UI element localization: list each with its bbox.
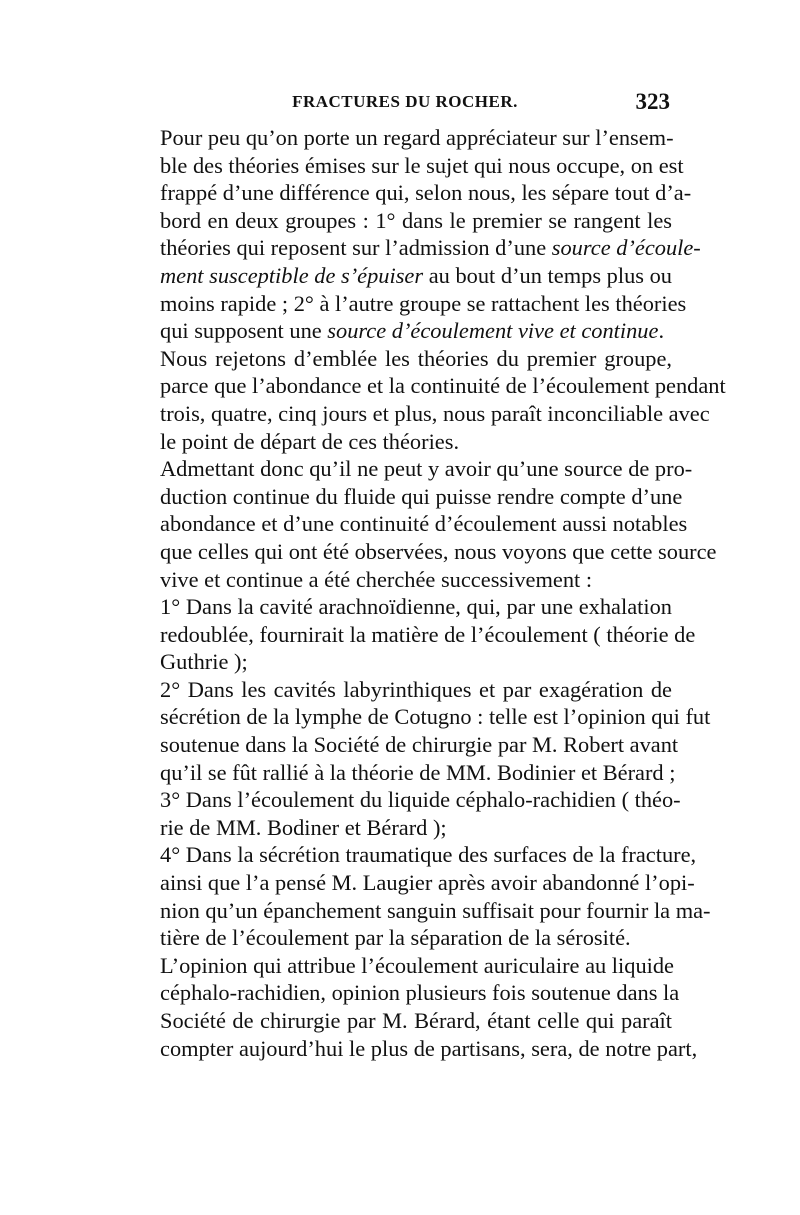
text-line: abondance et d’une continuité d’écoulement aussi notables [160, 511, 688, 537]
paragraph-8 [138, 952, 698, 1062]
text-line: bord en deux groupes : 1° dans le premier se rangent les [160, 207, 672, 233]
text-line: ment susceptible de s’épuiser au bout d’un temps plus ou [160, 262, 672, 288]
text-line: tière de l’écoulement par la séparation de la sérosité. [160, 925, 631, 951]
text-line: 1° Dans la cavité arachnoïdienne, qui, par une exhalation [160, 594, 672, 620]
text-line: L’opinion qui attribue l’écoulement auriculaire au liquide [160, 952, 674, 978]
text-line: que celles qui ont été observées, nous voyons que cette source [160, 538, 717, 564]
text-line: redoublée, fournirait la matière de l’écoulement ( théorie de [160, 621, 696, 647]
paragraph-7 [138, 841, 711, 951]
text-line: Pour peu qu’on porte un regard appréciateur sur l’ensem- [160, 125, 674, 150]
body-text [138, 124, 726, 1062]
text-line: rie de MM. Bodiner et Bérard ); [160, 814, 447, 840]
text-line: le point de départ de ces théories. [160, 428, 460, 454]
text-line: frappé d’une différence qui, selon nous, les sépare tout d’a- [160, 180, 692, 206]
text-line: ainsi que l’a pensé M. Laugier après avoir abandonné l’opi- [160, 870, 695, 896]
text-line: nion qu’un épanchement sanguin suffisait pour fournir la ma- [160, 897, 711, 923]
text-line: 2° Dans les cavités labyrinthiques et par exagération de [160, 676, 672, 702]
book-page [138, 89, 726, 1062]
paragraph-6 [138, 786, 681, 841]
text-line: parce que l’abondance et la continuité de l’écoulement pendant [160, 373, 726, 399]
page-number: 323 [635, 89, 670, 114]
text-line: vive et continue a été cherchée successivement : [160, 566, 593, 592]
text-line: qu’il se fût rallié à la théorie de MM. Bodinier et Bérard ; [160, 759, 676, 785]
text-line: Nous rejetons d’emblée les théories du premier groupe, [160, 345, 672, 371]
text-line: ble des théories émises sur le sujet qui nous occupe, on est [160, 152, 684, 178]
text-line: compter aujourd’hui le plus de partisans, sera, de notre part, [160, 1035, 698, 1061]
paragraph-5 [138, 676, 711, 786]
paragraph-2 [138, 345, 726, 455]
text-line: trois, quatre, cinq jours et plus, nous paraît inconciliable avec [160, 400, 710, 426]
text-line: Admettant donc qu’il ne peut y avoir qu’une source de pro- [160, 456, 693, 482]
text-line: qui supposent une source d’écoulement vive et continue. [160, 318, 665, 344]
paragraph-1 [138, 124, 701, 345]
text-line: duction continue du fluide qui puisse rendre compte d’une [160, 483, 683, 509]
text-line: Guthrie ); [160, 649, 248, 675]
paragraph-3 [138, 455, 717, 593]
paragraph-4 [138, 593, 696, 676]
text-line: Société de chirurgie par M. Bérard, étant celle qui paraît [160, 1008, 672, 1033]
text-line: céphalo-rachidien, opinion plusieurs fois soutenue dans la [160, 980, 680, 1006]
running-head [138, 89, 672, 124]
text-line: sécrétion de la lymphe de Cotugno : telle est l’opinion qui fut [160, 704, 711, 730]
running-title: FRACTURES DU ROCHER. [292, 92, 518, 111]
text-line: moins rapide ; 2° à l’autre groupe se rattachent les théories [160, 290, 687, 316]
text-line: soutenue dans la Société de chirurgie par M. Robert avant [160, 732, 679, 758]
text-line: théories qui reposent sur l’admission d’une source d’écoule- [160, 235, 701, 261]
text-line: 4° Dans la sécrétion traumatique des surfaces de la fracture, [160, 842, 697, 868]
text-line: 3° Dans l’écoulement du liquide céphalo-rachidien ( théo- [160, 787, 681, 813]
